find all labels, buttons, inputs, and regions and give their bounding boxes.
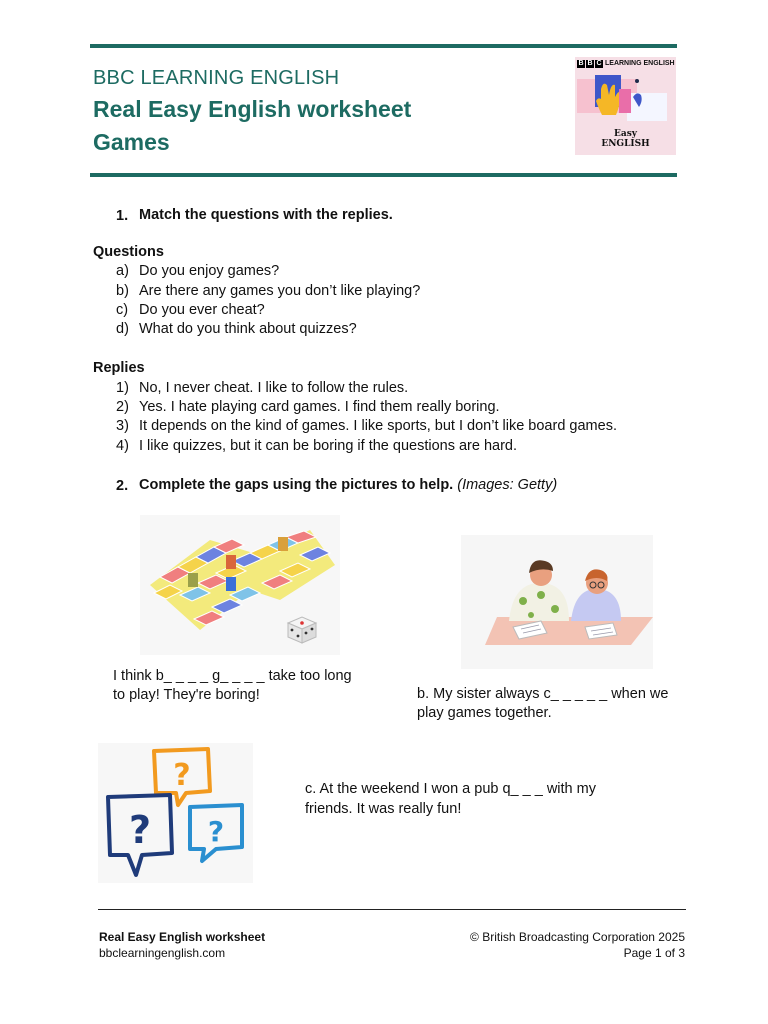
reply-label: 2): [116, 399, 129, 415]
dice-icon: [288, 617, 316, 643]
question-label: b): [116, 283, 129, 299]
reply-text: I like quizzes, but it can be boring if the questions are hard.: [139, 438, 518, 454]
reply-label: 4): [116, 438, 129, 454]
item-c-line1: c. At the weekend I won a pub q_ _ _ with my: [305, 781, 596, 797]
board-game-illustration: [140, 515, 340, 655]
worksheet-title: Real Easy English worksheet: [93, 96, 412, 122]
reply-item: [116, 438, 517, 454]
logo-easy-english: [575, 129, 676, 149]
bbc-letter: B: [578, 60, 584, 67]
item-b-line2: play games together.: [417, 705, 552, 721]
footer-rule: [98, 909, 686, 910]
cheating-illustration: [461, 535, 653, 669]
item-a-line2: to play! They're boring!: [113, 687, 260, 703]
questions-heading: Questions: [93, 244, 164, 260]
item-c-line2: friends. It was really fun!: [305, 801, 462, 817]
item-b-line1: b. My sister always c_ _ _ _ _ when we: [417, 686, 669, 702]
question-label: d): [116, 321, 129, 337]
reply-label: 1): [116, 380, 129, 396]
easy-english-logo: [575, 57, 676, 155]
question-mark-icon: ?: [128, 808, 152, 852]
header-top-rule: [90, 44, 677, 48]
reply-item: [116, 418, 617, 434]
header-bottom-rule: [90, 173, 677, 177]
image-credit: (Images: Getty): [457, 477, 558, 493]
logo-line2: ENGLISH: [601, 139, 650, 149]
question-text: Do you enjoy games?: [139, 263, 280, 279]
footer-copyright: © British Broadcasting Corporation 2025: [470, 930, 685, 944]
exercise2-instruction: Complete the gaps using the pictures to help.: [139, 477, 454, 493]
exercise2-number: 2.: [116, 478, 129, 494]
question-text: What do you think about quizzes?: [139, 321, 357, 337]
exercise2-instruction-line: [139, 476, 557, 496]
replies-heading: Replies: [93, 360, 145, 376]
question-text: Are there any games you don’t like playing?: [139, 283, 421, 299]
question-mark-icon: ?: [173, 758, 191, 793]
logo-brand: LEARNING ENGLISH: [605, 60, 675, 67]
question-text: Do you ever cheat?: [139, 302, 265, 318]
question-label: a): [116, 263, 129, 279]
reply-label: 3): [116, 418, 129, 434]
question-mark-icon: ?: [207, 815, 225, 848]
logo-line1: Easy: [614, 129, 637, 139]
item-a-line1: I think b_ _ _ _ g_ _ _ _ take too long: [113, 668, 352, 684]
reply-text: No, I never cheat. I like to follow the rules.: [139, 380, 409, 396]
reply-item: [116, 399, 500, 415]
question-item: [116, 302, 265, 318]
bbc-letter: C: [596, 60, 602, 67]
question-item: [116, 321, 357, 337]
footer-url[interactable]: bbclearningenglish.com: [99, 946, 226, 960]
bbc-blocks: [577, 60, 603, 68]
organisation-name: BBC LEARNING ENGLISH: [93, 67, 340, 89]
exercise1-instruction: Match the questions with the replies.: [139, 207, 393, 223]
reply-text: Yes. I hate playing card games. I find them really boring.: [139, 399, 500, 415]
footer-page-number: Page 1 of 3: [623, 946, 685, 960]
exercise1-number: 1.: [116, 208, 129, 224]
question-item: [116, 263, 279, 279]
question-item: [116, 283, 420, 299]
question-bubbles-illustration: [98, 743, 253, 883]
footer-title: Real Easy English worksheet: [99, 930, 266, 944]
bbc-letter: B: [587, 60, 593, 67]
question-label: c): [116, 302, 129, 318]
reply-text: It depends on the kind of games. I like sports, but I don’t like board games.: [139, 418, 617, 434]
worksheet-topic: Games: [93, 129, 170, 155]
reply-item: [116, 380, 408, 396]
